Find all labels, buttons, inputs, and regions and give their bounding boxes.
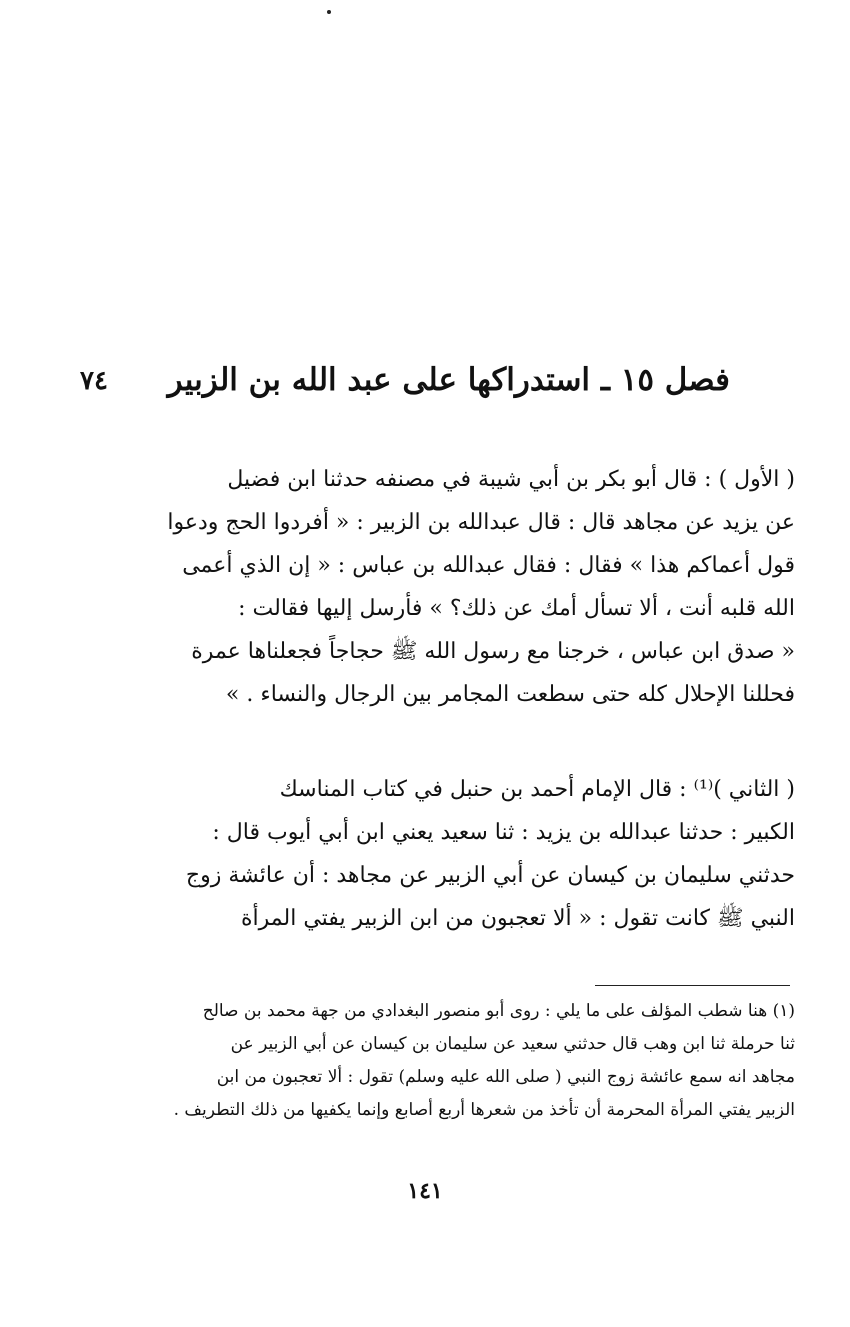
footnote-separator	[595, 985, 790, 986]
text-line: حدثني سليمان بن كيسان عن أبي الزبير عن مجاهد : أن عائشة زوج	[185, 863, 795, 888]
running-header	[80, 358, 730, 406]
footnote-line: الزبير يفتي المرأة المحرمة أن تأخذ من شعرها أربع أصابع وإنما يكفيها من ذلك التطريف .	[173, 1100, 795, 1120]
paragraph-second-narration	[122, 768, 795, 940]
footnote-line: (١) هنا شطب المؤلف على ما يلي : روى أبو منصور البغدادي من جهة محمد بن صالح	[202, 1001, 795, 1021]
text-line: قول أعماكم هذا » فقال : فقال عبدالله بن عباس : « إن الذي أعمى	[182, 553, 795, 578]
ink-dot	[327, 10, 331, 14]
text-line: النبي ﷺ كانت تقول : « ألا تعجبون من ابن الزبير يفتي المرأة	[241, 906, 795, 931]
footnote-block	[115, 995, 795, 1127]
chapter-page-number: ٧٤	[80, 366, 108, 396]
text-line: « صدق ابن عباس ، خرجنا مع رسول الله ﷺ حجاجاً فجعلناها عمرة	[191, 639, 795, 664]
chapter-title: فصل ١٥ ـ استدراكها على عبد الله بن الزبير	[167, 362, 730, 398]
text-line: ( الأول ) : قال أبو بكر بن أبي شيبة في مصنفه حدثنا ابن فضيل	[227, 467, 795, 492]
text-line: الله قلبه أنت ، ألا تسأل أمك عن ذلك؟ » فأرسل إليها فقالت :	[238, 596, 795, 621]
text-line: ( الثاني )⁽¹⁾ : قال الإمام أحمد بن حنبل في كتاب المناسك	[279, 777, 795, 802]
paragraph-first-narration	[122, 458, 795, 716]
page-number: ١٤١	[407, 1178, 443, 1204]
text-line: فحللنا الإحلال كله حتى سطعت المجامر بين الرجال والنساء . »	[225, 682, 795, 707]
text-line: عن يزيد عن مجاهد قال : قال عبدالله بن الزبير : « أفردوا الحج ودعوا	[167, 510, 795, 535]
text-line: الكبير : حدثنا عبدالله بن يزيد : ثنا سعيد يعني ابن أبي أيوب قال :	[212, 820, 795, 845]
footnote-line: مجاهد انه سمع عائشة زوج النبي ( صلى الله عليه وسلم) تقول : ألا تعجبون من ابن	[216, 1067, 795, 1087]
footnote-line: ثنا حرملة ثنا ابن وهب قال حدثني سعيد عن سليمان بن كيسان عن أبي الزبير عن	[230, 1034, 795, 1054]
